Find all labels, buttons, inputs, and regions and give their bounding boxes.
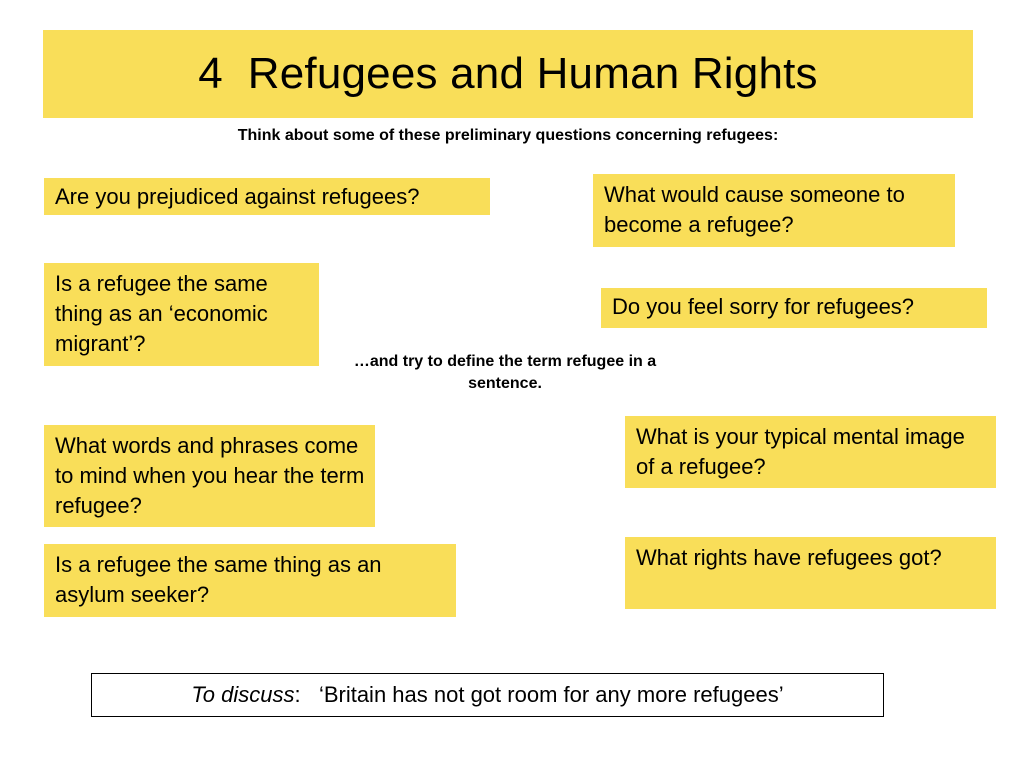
slide-title: 4 Refugees and Human Rights [198,49,818,98]
question-box-prejudice: Are you prejudiced against refugees? [44,178,490,215]
question-box-asylum-seeker: Is a refugee the same thing as an asylum seeker? [44,544,456,617]
discuss-statement: ‘Britain has not got room for any more refugees’ [318,682,784,707]
discuss-separator: : [294,682,319,707]
question-box-rights: What rights have refugees got? [625,537,996,609]
define-term-note: …and try to define the term refugee in a sentence. [353,353,657,392]
question-box-cause: What would cause someone to become a refugee? [593,174,955,247]
slide-subtitle: Think about some of these preliminary questions concerning refugees: [237,127,779,144]
discussion-statement-box [91,673,884,717]
question-box-economic-migrant: Is a refugee the same thing as an ‘economic migrant’? [44,263,319,366]
question-box-feel-sorry: Do you feel sorry for refugees? [601,288,987,328]
title-banner [43,30,973,118]
question-box-mental-image: What is your typical mental image of a refugee? [625,416,996,488]
question-box-words-phrases: What words and phrases come to mind when you hear the term refugee? [44,425,375,527]
discuss-label: To discuss [191,682,295,707]
